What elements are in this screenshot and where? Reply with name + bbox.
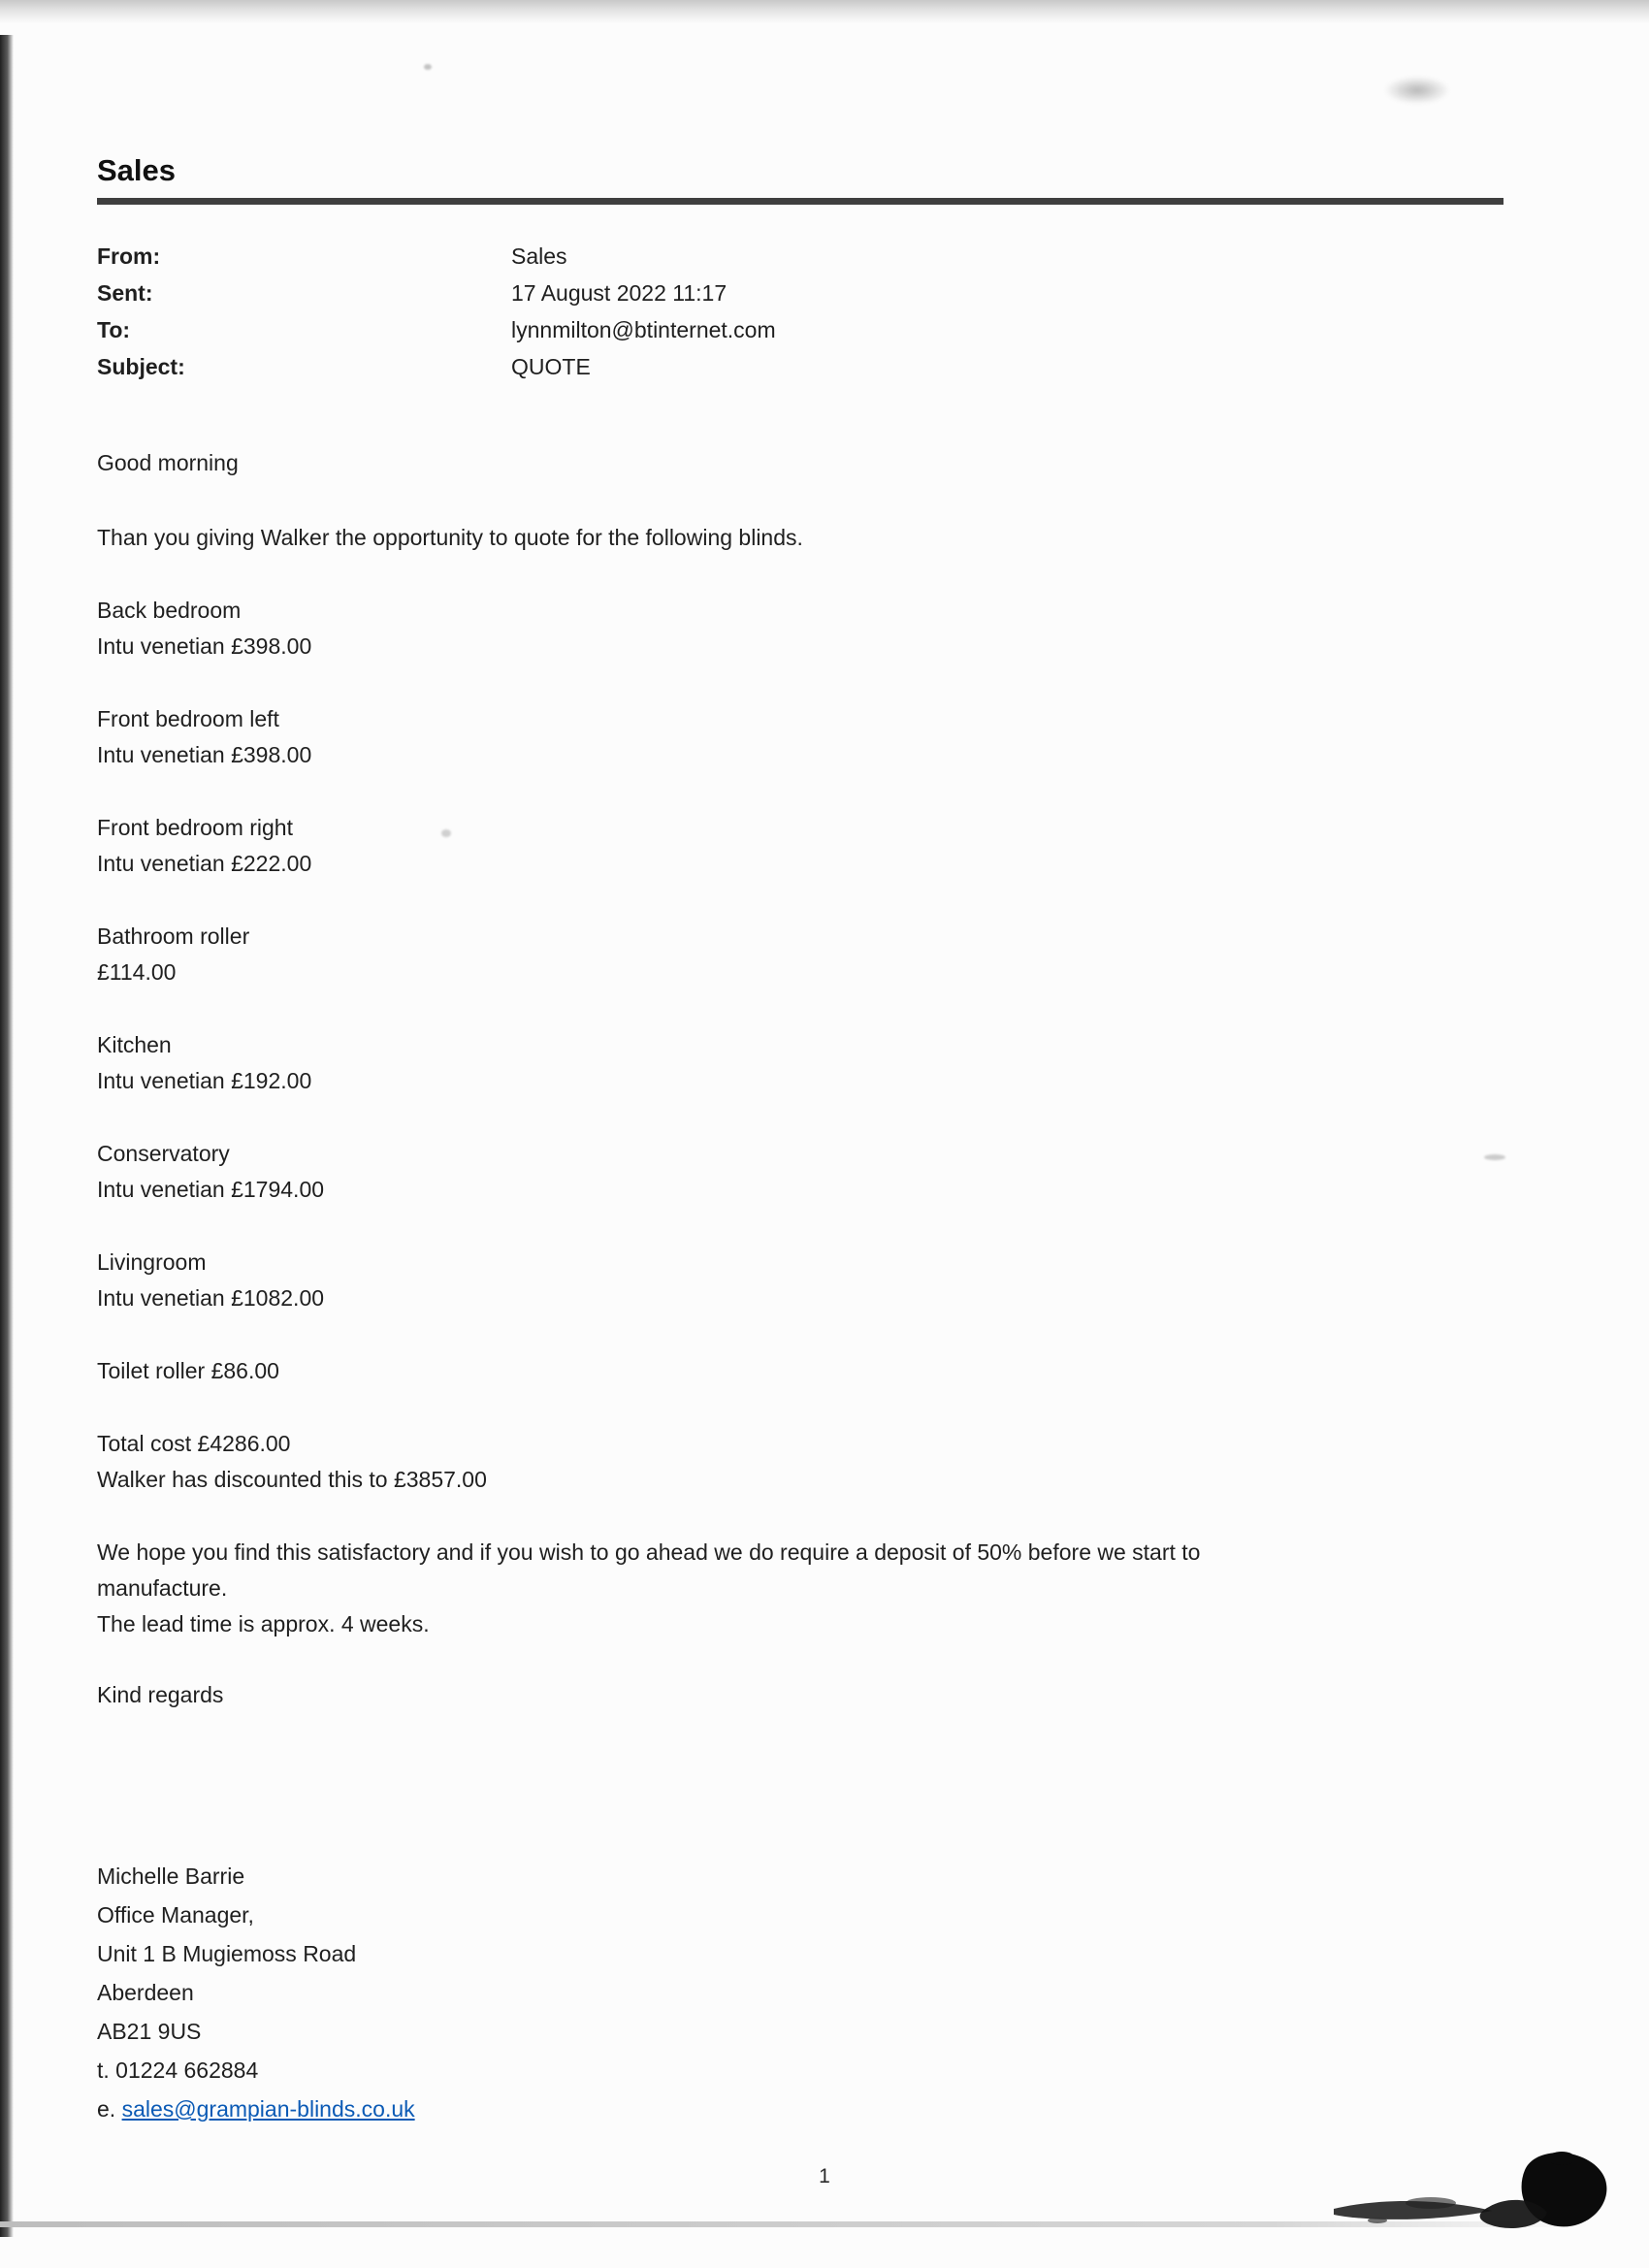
quote-item — [97, 1245, 1504, 1316]
quote-item — [97, 919, 1504, 990]
sent-label: Sent: — [97, 280, 153, 306]
sign-off: Kind regards — [97, 1682, 224, 1707]
sent-value: 17 August 2022 11:17 — [511, 280, 728, 306]
total-block — [97, 1426, 1504, 1498]
total-line: Total cost £4286.00 — [97, 1431, 291, 1456]
signature-phone: t. 01224 662884 — [97, 2057, 259, 2083]
signature-name: Michelle Barrie — [97, 1863, 245, 1889]
email-meta — [97, 238, 1504, 385]
quote-item — [97, 1027, 1504, 1099]
quote-room: Livingroom — [97, 1249, 207, 1275]
closing-line-1: We hope you find this satisfactory and if you wish to go ahead we do require a deposit of 50% before we start to — [97, 1539, 1201, 1565]
quote-price: Intu venetian £1082.00 — [97, 1285, 325, 1311]
closing-line-2: manufacture. — [97, 1575, 228, 1601]
quote-price: Intu venetian £1794.00 — [97, 1177, 325, 1202]
signature-address1: Unit 1 B Mugiemoss Road — [97, 1941, 357, 1966]
page-number: 1 — [819, 2165, 830, 2187]
quote-price: Intu venetian £222.00 — [97, 851, 312, 876]
quote-room: Conservatory — [97, 1141, 230, 1166]
closing-paragraph — [97, 1535, 1504, 1642]
quote-item — [97, 810, 1504, 882]
from-value: Sales — [511, 243, 567, 269]
to-label: To: — [97, 317, 131, 342]
quote-item — [97, 1136, 1504, 1208]
discount-line: Walker has discounted this to £3857.00 — [97, 1467, 487, 1492]
signature-role: Office Manager, — [97, 1902, 254, 1928]
quote-price: Intu venetian £398.00 — [97, 742, 312, 767]
quote-room: Back bedroom — [97, 598, 242, 623]
toilet-roller-line: Toilet roller £86.00 — [97, 1358, 279, 1383]
quote-price: Intu venetian £192.00 — [97, 1068, 312, 1093]
subject-label: Subject: — [97, 354, 185, 379]
from-label: From: — [97, 243, 161, 269]
quote-room: Front bedroom right — [97, 815, 293, 840]
quote-price: Intu venetian £398.00 — [97, 633, 312, 659]
signature-postcode: AB21 9US — [97, 2019, 202, 2044]
quote-price: £114.00 — [97, 959, 177, 985]
quote-item — [97, 701, 1504, 773]
quote-item — [97, 593, 1504, 664]
email-header — [97, 153, 1504, 205]
quote-room: Kitchen — [97, 1032, 172, 1057]
quote-room: Front bedroom left — [97, 706, 279, 731]
email-link[interactable]: sales@grampian-blinds.co.uk — [121, 2096, 415, 2122]
greeting: Good morning — [97, 450, 239, 475]
signature-address2: Aberdeen — [97, 1980, 194, 2005]
quote-items — [97, 593, 1504, 1316]
ink-stain — [1319, 2139, 1610, 2246]
email-prefix: e. — [97, 2096, 122, 2122]
section-title: Sales — [97, 153, 177, 187]
quote-room: Bathroom roller — [97, 923, 250, 949]
signature-email-line — [97, 2090, 1504, 2128]
signature-block — [97, 1857, 1504, 2128]
intro-paragraph: Than you giving Walker the opportunity to quote for the following blinds. — [97, 525, 803, 550]
subject-value: QUOTE — [511, 354, 591, 379]
to-value: lynnmilton@btinternet.com — [511, 317, 776, 342]
closing-line-3: The lead time is approx. 4 weeks. — [97, 1611, 430, 1636]
